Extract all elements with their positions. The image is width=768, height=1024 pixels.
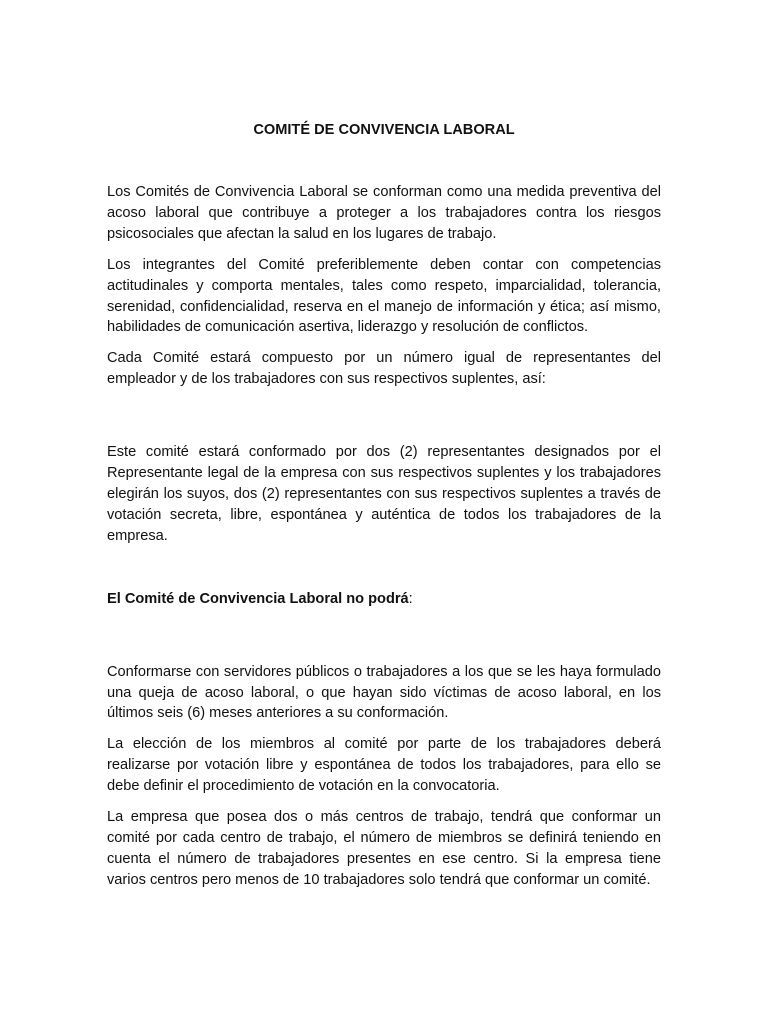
section-heading-suffix: :: [408, 590, 413, 607]
section-heading-text: El Comité de Convivencia Laboral no podrá: [107, 590, 409, 607]
paragraph-restriction: Conformarse con servidores públicos o trabajadores a los que se les haya formulado una queja de acoso laboral, o que hayan sido víctimas de acoso laboral, en los últimos seis (6) meses anteriores a su conformación.: [107, 663, 661, 722]
section-heading: [107, 589, 661, 610]
paragraph-representatives: Este comité estará conformado por dos (2) representantes designados por el Representante legal de la empresa con sus respectivos suplentes y los trabajadores elegirán los suyos, dos (2) representantes con sus respectivos suplentes a través de votación secreta, libre, espontánea y auténtica de todos los trabajadores de la empresa.: [107, 444, 661, 544]
paragraph-work-centers: La empresa que posea dos o más centros de trabajo, tendrá que conformar un comité por cada centro de trabajo, el número de miembros se definirá teniendo en cuenta el número de trabajadores presentes en ese centro. Si la empresa tiene varios centros pero menos de 10 trabajadores solo tendrá que conformar un comité.: [107, 809, 661, 888]
document-title: COMITÉ DE CONVIVENCIA LABORAL: [253, 122, 515, 138]
paragraph-election: La elección de los miembros al comité por parte de los trabajadores deberá realizarse por votación libre y espontánea de todos los trabajadores, para ello se debe definir el procedimiento de votación en la convocatoria.: [107, 736, 661, 795]
paragraph-competencies: Los integrantes del Comité preferiblemente deben contar con competencias actitudinales y comporta mentales, tales como respeto, imparcialidad, tolerancia, serenidad, confidencialidad, reserva en el manejo de información y ética; así mismo, habilidades de comunicación asertiva, liderazgo y resolución de conflictos.: [107, 256, 661, 336]
paragraph-definition: Los Comités de Convivencia Laboral se conforman como una medida preventiva del acoso laboral que contribuye a proteger a los trabajadores contra los riesgos psicosociales que afectan la salud en los lugares de trabajo.: [107, 184, 661, 242]
document-page: [107, 120, 661, 891]
paragraph-composition: Cada Comité estará compuesto por un número igual de representantes del empleador y de los trabajadores con sus respectivos suplentes, así:: [107, 350, 661, 388]
